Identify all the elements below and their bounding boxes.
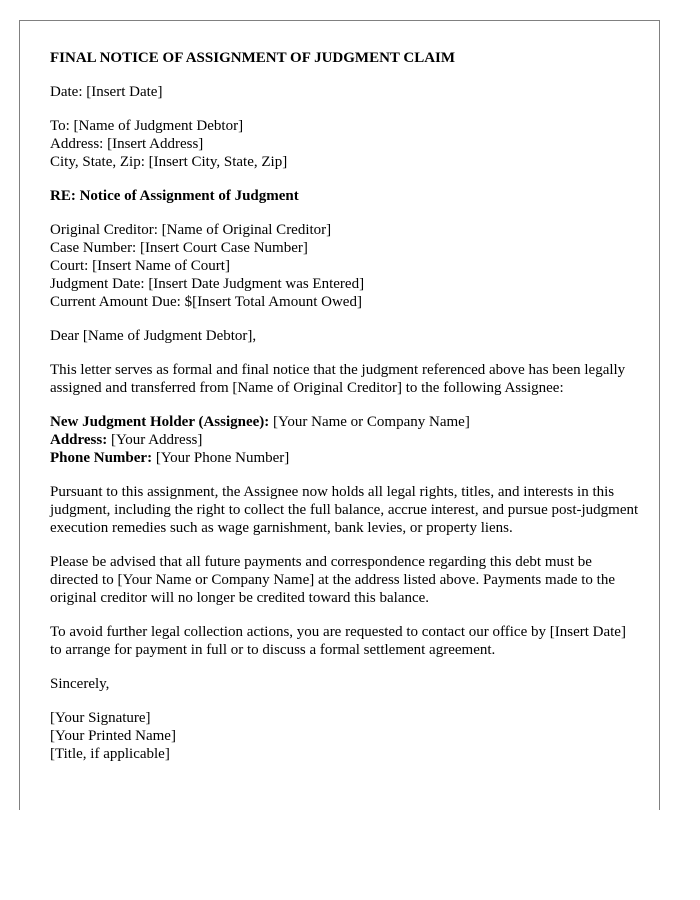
paragraph-notice: This letter serves as formal and final notice that the judgment referenced above has been legally assigned and transferred from [Name of Original Creditor] to the following Assignee: [50,362,626,396]
recipient-block [50,117,640,171]
assignee-phone-label: Phone Number: [50,450,153,466]
document-title: FINAL NOTICE OF ASSIGNMENT OF JUDGMENT CLAIM [50,50,456,66]
assignee-phone-value: [Your Phone Number] [152,450,290,466]
salutation: Dear [Name of Judgment Debtor], [50,328,257,344]
document-page [19,20,660,810]
paragraph-payments: Please be advised that all future payments and correspondence regarding this debt must be directed to [Your Name or Company Name] at the address listed above. Payments made to the original creditor will no longer be credited toward this balance. [50,554,615,606]
paragraph-contact: To avoid further legal collection actions, you are requested to contact our office by [Insert Date] to arrange for payment in full or to discuss a formal settlement agreement. [50,624,626,658]
assignee-block [50,413,640,467]
assignee-address [50,431,640,449]
date-line: Date: [Insert Date] [50,84,163,100]
court-name: Court: [Insert Name of Court] [50,258,230,274]
signature-block [50,709,640,763]
letter-body [50,49,640,763]
case-number: Case Number: [Insert Court Case Number] [50,240,308,256]
assignee-holder [50,413,640,431]
signer-title: [Title, if applicable] [50,746,170,762]
re-line: RE: Notice of Assignment of Judgment [50,188,299,204]
assignee-holder-label: New Judgment Holder (Assignee): [50,414,270,430]
amount-due: Current Amount Due: $[Insert Total Amount Owed] [50,294,362,310]
recipient-city: City, State, Zip: [Insert City, State, Zip] [50,154,288,170]
assignee-holder-value: [Your Name or Company Name] [269,414,470,430]
paragraph-rights: Pursuant to this assignment, the Assignee now holds all legal rights, titles, and interests in this judgment, including the right to collect the full balance, accrue interest, and pursue post-judgment execution remedies such as wage garnishment, bank levies, or property liens. [50,484,639,536]
recipient-address: Address: [Insert Address] [50,136,204,152]
assignee-address-value: [Your Address] [107,432,203,448]
printed-name: [Your Printed Name] [50,728,176,744]
original-creditor: Original Creditor: [Name of Original Creditor] [50,222,332,238]
signature-line: [Your Signature] [50,710,151,726]
recipient-to: To: [Name of Judgment Debtor] [50,118,244,134]
judgment-details [50,221,640,311]
assignee-phone [50,449,640,467]
assignee-address-label: Address: [50,432,108,448]
closing: Sincerely, [50,676,110,692]
judgment-date: Judgment Date: [Insert Date Judgment was Entered] [50,276,365,292]
